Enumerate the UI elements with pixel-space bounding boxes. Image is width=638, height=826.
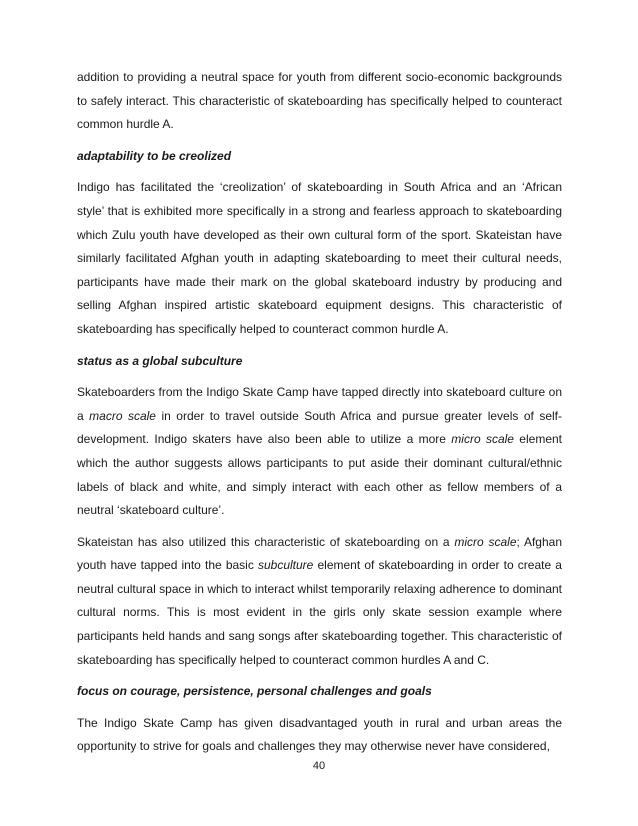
- page-body: [77, 66, 562, 767]
- paragraph-continuation: addition to providing a neutral space for youth from different socio-economic backgrounds to safely interact. This characteristic of skateboarding has specifically helped to counteract common hurdle A.: [77, 70, 562, 132]
- page-number: 40: [312, 760, 326, 772]
- text-segment: in order to travel outside South Africa and pursue greater levels of self-development. Indigo skaters have also been able to utilize a more: [77, 408, 562, 447]
- emphasis-macro-scale: macro scale: [89, 408, 156, 423]
- text-segment: Skateboarders from the Indigo Skate Camp have tapped directly into skateboard culture on a: [77, 385, 562, 423]
- heading-status-subculture: status as a global subculture: [77, 353, 243, 368]
- heading-adaptability: adaptability to be creolized: [77, 148, 232, 163]
- paragraph-indigo-goals: The Indigo Skate Camp has given disadvantaged youth in rural and urban areas the opportunity to strive for goals and challenges they may otherwise never have considered,: [77, 715, 562, 754]
- text-segment: Skateistan has also utilized this characteristic of skateboarding on a: [77, 534, 455, 549]
- emphasis-micro-scale: micro scale: [454, 534, 517, 549]
- paragraph-indigo-creolization: Indigo has facilitated the ‘creolization’ of skateboarding in South Africa and an ‘African style’ that is exhibited more specifically in a strong and fearless approach to skateboarding which Zulu youth have developed as their own cultural form of the sport. Skateistan have similarly facilitated Afghan youth in adapting skateboarding to meet their cultural needs, participants have made their mark on the global skateboard industry by producing and selling Afghan inspired artistic skateboard equipment designs. This characteristic of skateboarding has specifically helped to counteract common hurdle A.: [77, 180, 562, 336]
- emphasis-subculture: subculture: [257, 558, 314, 573]
- paragraph-indigo-skate-camp: [77, 381, 562, 523]
- text-segment: ; Afghan youth have tapped into the basic: [77, 534, 562, 573]
- emphasis-micro-scale: micro scale: [451, 432, 514, 447]
- heading-focus-courage: focus on courage, persistence, personal challenges and goals: [77, 684, 432, 699]
- text-segment: element of skateboarding in order to create a neutral cultural space in which to interact whilst temporarily relaxing adherence to dominant cultural norms. This is most evident in the girls only skate session example where participants held hands and sang songs after skateboarding together. This characteristic of skateboarding has specifically helped to counteract common hurdles A and C.: [77, 558, 562, 667]
- text-segment: element which the author suggests allows participants to put aside their dominant cultural/ethnic labels of black and white, and simply interact with each other as fellow members of a neutral ‘skateboard culture’.: [77, 432, 562, 518]
- paragraph-skateistan: [77, 531, 562, 673]
